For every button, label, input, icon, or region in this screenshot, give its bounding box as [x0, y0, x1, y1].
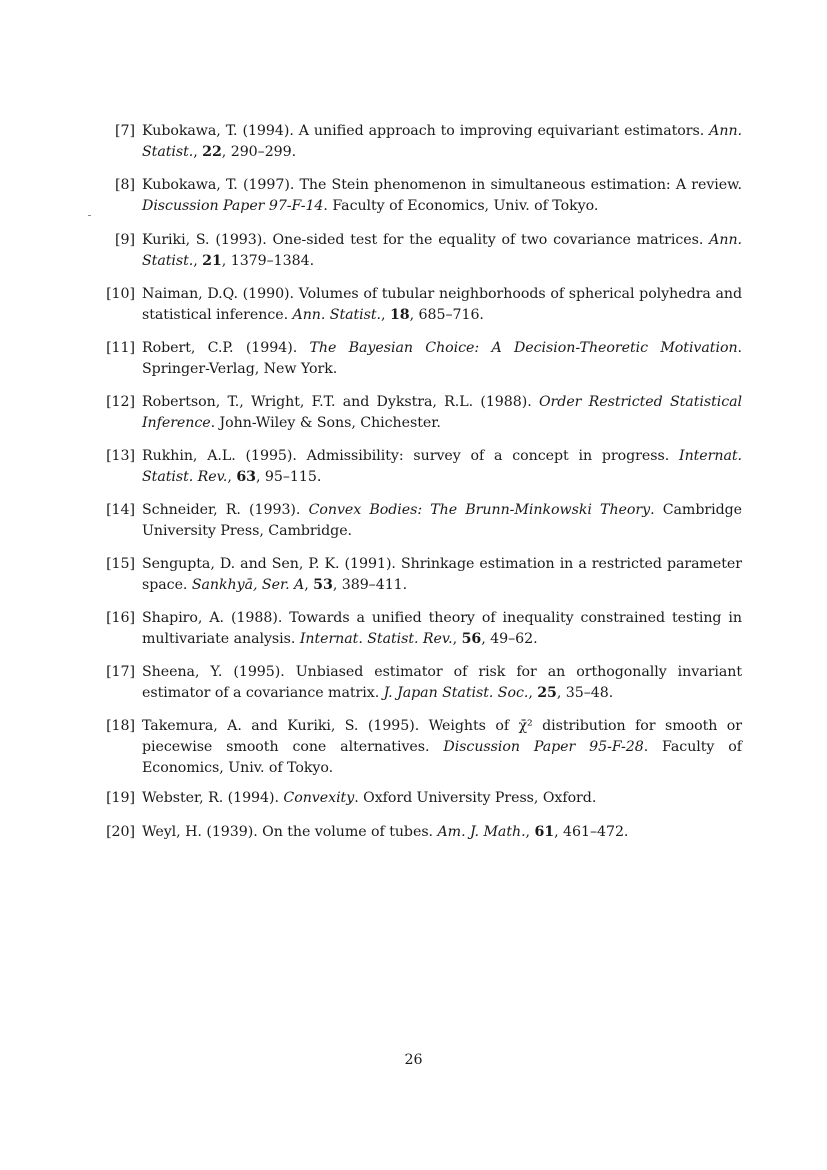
reference-text-part: χ̄² [518, 718, 533, 734]
reference-text-part: 18 [389, 307, 410, 323]
reference-text-part: , [227, 469, 237, 485]
reference-number: [10] [106, 286, 135, 302]
reference-text-part: , 290–299. [221, 144, 297, 160]
reference-entry [106, 822, 742, 843]
reference-text-part: . Oxford University Press, Oxford. [354, 790, 597, 806]
reference-text-part: , 685–716. [409, 307, 484, 323]
reference-number: [14] [106, 502, 135, 518]
reference-number: [15] [106, 556, 135, 572]
reference-text-part: 25 [537, 685, 557, 701]
reference-text-part: . John-Wiley & Sons, Chichester. [210, 415, 441, 431]
reference-text-part: J. Japan Statist. Soc. [383, 685, 529, 701]
reference-text-part: Am. J. Math. [437, 824, 526, 840]
reference-text-part: 21 [202, 253, 222, 269]
page-number: 26 [404, 1052, 423, 1068]
reference-text-part: Naiman, D.Q. (1990). Volumes of tubular neighborhoods of spherical polyhedra and statistical inference. [142, 286, 742, 323]
reference-text-part: , [452, 631, 462, 647]
reference-text-part: 53 [313, 577, 333, 593]
reference-text-part: . Springer-Verlag, New York. [142, 340, 742, 377]
reference-text-part: Sheena, Y. (1995). Unbiased estimator of risk for an orthogonally invariant estimator of a covariance matrix. [142, 664, 742, 701]
reference-text-part: Order Restricted Statistical Inference [142, 394, 742, 431]
reference-text-part: Rukhin, A.L. (1995). Admissibility: survey of a concept in progress. [142, 448, 680, 464]
reference-text-part: Takemura, A. and Kuriki, S. (1995). Weights of [142, 718, 519, 734]
reference-entry [106, 662, 742, 704]
reference-text-part: Shapiro, A. (1988). Towards a unified theory of inequality constrained testing in multivariate analysis. [142, 610, 742, 647]
reference-text-part: . Cambridge University Press, Cambridge. [142, 502, 742, 539]
reference-text-part: , 389–411. [332, 577, 408, 593]
reference-entry [106, 284, 742, 326]
reference-number: [18] [106, 718, 135, 734]
reference-entry [106, 392, 742, 434]
reference-entry [106, 338, 742, 380]
reference-text-part: , [525, 824, 535, 840]
reference-text-part: Kubokawa, T. (1994). A unified approach to improving equivariant estimators. [142, 123, 710, 139]
reference-text-part: Schneider, R. (1993). [142, 502, 309, 518]
reference-text-part: Internat. Statist. Rev. [299, 631, 453, 647]
reference-text-part: Webster, R. (1994). [142, 790, 284, 806]
reference-text-part: Convex Bodies: The Brunn-Minkowski Theory [308, 502, 651, 518]
reference-text-part: distribution for smooth or piecewise smooth cone alternatives. [142, 718, 742, 755]
reference-text-part: , [304, 577, 314, 593]
reference-text-part: . Faculty of Economics, Univ. of Tokyo. [323, 198, 599, 214]
reference-entry [115, 175, 742, 217]
reference-entry [106, 608, 742, 650]
reference-text-part: The Bayesian Choice: A Decision-Theoretic Motivation [309, 340, 738, 356]
reference-number: [16] [106, 610, 135, 626]
reference-text-part: 56 [461, 631, 482, 647]
reference-text-part: Robert, C.P. (1994). [142, 340, 310, 356]
reference-text-part: Discussion Paper 97-F-14 [142, 198, 324, 214]
reference-text-part: Kuriki, S. (1993). One-sided test for the equality of two covariance matrices. [142, 232, 710, 248]
reference-number: [19] [106, 790, 135, 806]
reference-text-part: , 49–62. [481, 631, 538, 647]
reference-text-part: , [193, 253, 203, 269]
reference-text-part: , [381, 307, 390, 323]
reference-number: [7] [115, 123, 135, 139]
reference-text-part: Robertson, T., Wright, F.T. and Dykstra, R.L. (1988). [142, 394, 539, 410]
reference-text-part: Weyl, H. (1939). On the volume of tubes. [142, 824, 438, 840]
reference-number: [20] [106, 824, 135, 840]
reference-number: [8] [115, 177, 135, 193]
reference-text-part: Sankhyā, Ser. A [191, 577, 305, 593]
reference-text-part: Ann. Statist. [292, 307, 382, 323]
reference-text-part: , 1379–1384. [221, 253, 315, 269]
reference-text-part: , 461–472. [554, 824, 629, 840]
reference-text-part: Sengupta, D. and Sen, P. K. (1991). Shrinkage estimation in a restricted parameter space. [142, 556, 742, 593]
reference-text-part: 63 [236, 469, 256, 485]
reference-entry [115, 121, 742, 163]
reference-text-part: Discussion Paper 95-F-28 [443, 739, 644, 755]
reference-entry [106, 788, 742, 809]
reference-text-part: 22 [202, 144, 222, 160]
reference-text-part: , 95–115. [255, 469, 322, 485]
reference-entry [106, 500, 742, 542]
margin-mark [88, 215, 91, 216]
reference-number: [9] [115, 232, 135, 248]
reference-entry [106, 554, 742, 596]
reference-number: [12] [106, 394, 135, 410]
reference-text-part: . Faculty of Economics, Univ. of Tokyo. [142, 739, 742, 776]
reference-number: [17] [106, 664, 135, 680]
reference-number: [11] [106, 340, 135, 356]
reference-text-part: Ann. Statist. [142, 232, 742, 269]
reference-text-part: , [528, 685, 538, 701]
reference-text-part: , [193, 144, 203, 160]
reference-text-part: Internat. Statist. Rev. [142, 448, 742, 485]
reference-entry [106, 716, 742, 779]
reference-entry [106, 446, 742, 488]
reference-text-part: Ann. Statist. [142, 123, 742, 160]
reference-number: [13] [106, 448, 135, 464]
reference-text-part: Convexity [283, 790, 355, 806]
reference-text-part: , 35–48. [556, 685, 614, 701]
reference-entry [115, 230, 742, 272]
reference-text-part: Kubokawa, T. (1997). The Stein phenomenon in simultaneous estimation: A review. [142, 177, 742, 193]
reference-text-part: 61 [534, 824, 555, 840]
